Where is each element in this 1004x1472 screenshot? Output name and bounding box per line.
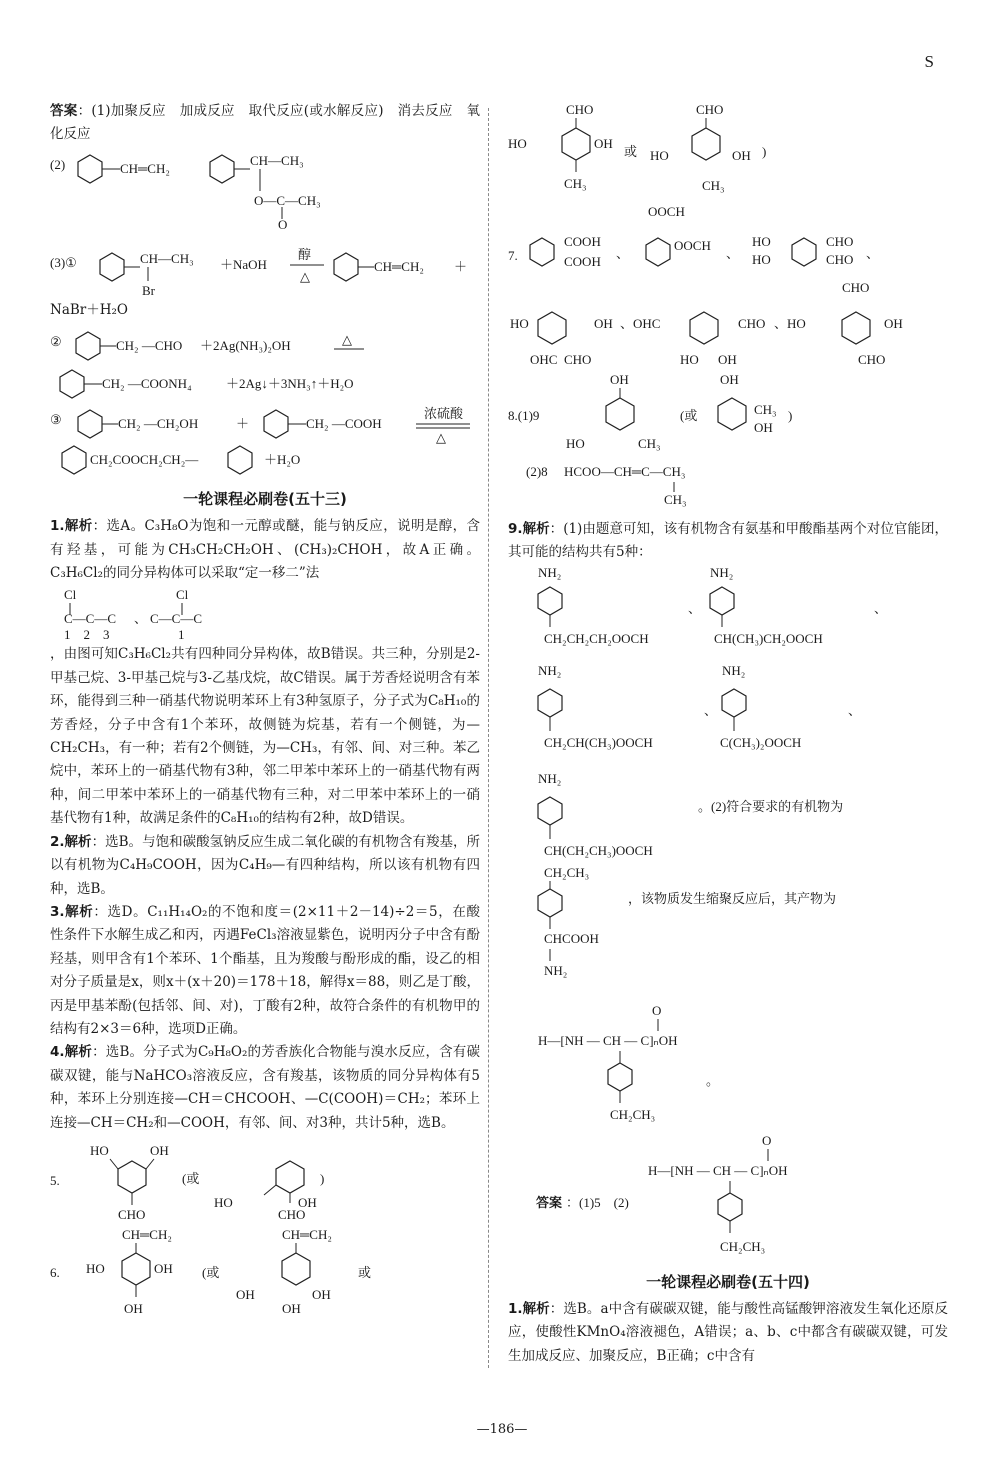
- a2-label: 2.解析: [50, 833, 92, 850]
- svg-text:Cl: Cl: [176, 587, 189, 603]
- svg-text:、: 、: [704, 702, 718, 718]
- or-word-6: 或: [358, 1264, 372, 1280]
- svg-text:1: 1: [178, 627, 185, 643]
- svg-text:△: △: [436, 430, 446, 446]
- a9-period: 。: [706, 1072, 720, 1088]
- svg-text:、: 、: [874, 600, 888, 616]
- svg-text:CH₂CH₂CH₂OOCH: CH₂CH₂CH₂OOCH: [544, 630, 649, 646]
- svg-text:CHO: CHO: [842, 280, 870, 295]
- svg-text:CH(CH₂CH₃)OOCH: CH(CH₂CH₃)OOCH: [544, 842, 653, 858]
- svg-text:CHO: CHO: [826, 252, 854, 267]
- dichloropropane-structures: [50, 585, 480, 643]
- answer-1-analysis-a: [50, 515, 480, 585]
- svg-text:OH: OH: [150, 1142, 169, 1158]
- svg-text:CH₂CH₃: CH₂CH₃: [610, 1106, 656, 1122]
- svg-text:HO: HO: [650, 148, 669, 163]
- answer-6-continuation: [508, 100, 948, 200]
- a8-2-label: (2)8: [526, 464, 548, 479]
- svg-text:CH₃: CH₃: [754, 402, 777, 417]
- svg-text:Br: Br: [142, 282, 155, 298]
- q3b-reagent: ＋2Ag(NH₃)₂OH: [200, 338, 291, 354]
- answer-1-text: ：(1)加聚反应 加成反应 取代反应(或水解反应) 消去反应 氧化反应: [50, 103, 481, 143]
- a5-label: 5.: [50, 1172, 60, 1188]
- q3-reaction-1: [50, 231, 480, 299]
- svg-text:H—[NH — CH — C]ₙOH: H—[NH — CH — C]ₙOH: [648, 1162, 788, 1178]
- svg-text:NH₂: NH₂: [544, 962, 568, 978]
- right-column: [508, 100, 948, 1368]
- svg-text:COOH: COOH: [564, 234, 601, 249]
- answer-5-structures: [50, 1135, 480, 1225]
- svg-text:NH₂: NH₂: [710, 564, 734, 580]
- page-number: —186—: [476, 1422, 528, 1437]
- section-53-title: 一轮课程必刷卷(五十三): [183, 490, 347, 509]
- answer-9-final: [508, 1135, 948, 1265]
- svg-text:CH—CH₃: CH—CH₃: [140, 250, 194, 266]
- answer-4-analysis: [50, 1041, 480, 1135]
- q3-label: (3)①: [50, 254, 77, 270]
- q3-naoh: ＋NaOH: [220, 256, 267, 272]
- svg-text:HO: HO: [508, 136, 527, 151]
- svg-text:、: 、: [726, 246, 740, 261]
- svg-text:CHO: CHO: [738, 316, 766, 331]
- svg-text:CH₂ —CHO: CH₂ —CHO: [116, 338, 183, 354]
- svg-text:OH: OH: [124, 1300, 143, 1316]
- svg-text:CHCOOH: CHCOOH: [544, 930, 599, 946]
- q3b-products: ＋2Ag↓＋3NH₃↑＋H₂O: [226, 376, 354, 392]
- svg-text:＋: ＋: [454, 258, 468, 274]
- svg-text:CH₂ —CH₂OH: CH₂ —CH₂OH: [118, 416, 199, 432]
- or-close-r1: ): [762, 144, 767, 159]
- q3c-cond: 浓硫酸: [424, 406, 464, 422]
- a9-mid2: ，该物质发生缩聚反应后，其产物为: [628, 890, 837, 906]
- ans-label: 答案: [536, 1194, 563, 1210]
- svg-text:OH: OH: [154, 1260, 173, 1276]
- or-close-8: ): [788, 408, 793, 423]
- svg-text:CH₃: CH₃: [664, 492, 687, 507]
- svg-text:OH: OH: [312, 1286, 331, 1302]
- answer-8-2: [508, 460, 948, 510]
- q3-reaction-3: [50, 402, 480, 482]
- svg-text:O: O: [652, 1004, 662, 1018]
- a4-text: ：选B。分子式为C₉H₈O₂的芳香族化合物能与溴水反应，含有碳碳双键，能与NaHCO₃溶液反应，含有羧基，该物质的同分异构体有5种，苯环上分别连接—CH＝CHCOOH、—C(COOH)＝CH₂；苯环上连接—CH＝CH₂和—COOH，有邻、间、对3种，共计5种，选B。: [50, 1044, 480, 1131]
- svg-text:CH₂ —COONH₄: CH₂ —COONH₄: [102, 376, 192, 392]
- svg-text:OH: OH: [610, 372, 629, 387]
- a6-label: 6.: [50, 1264, 60, 1280]
- section-54-title: 一轮课程必刷卷(五十四): [646, 1272, 810, 1291]
- svg-text:C—C—C: C—C—C: [64, 611, 117, 627]
- q2-label: (2): [50, 156, 66, 172]
- svg-text:OHC: OHC: [530, 352, 558, 367]
- b1-label: 1.解析: [508, 1300, 550, 1317]
- svg-text:COOH: COOH: [564, 254, 601, 269]
- corner-mark: S: [924, 52, 934, 71]
- left-column: [50, 100, 480, 1321]
- answer-7-structures: [508, 200, 948, 370]
- svg-text:CHO: CHO: [564, 352, 592, 367]
- answer-8-structures: [508, 370, 948, 460]
- svg-text:NH₂: NH₂: [722, 662, 746, 678]
- svg-text:、HO: 、HO: [774, 316, 806, 331]
- svg-text:△: △: [342, 332, 352, 348]
- svg-text:HO: HO: [86, 1260, 105, 1276]
- ans-text: ：(1)5 (2): [566, 1194, 629, 1210]
- svg-text:CH₃: CH₃: [638, 436, 661, 451]
- svg-text:CH═CH₂: CH═CH₂: [282, 1226, 332, 1242]
- svg-text:、: 、: [866, 246, 880, 261]
- svg-text:CH₂CH₃: CH₂CH₃: [720, 1238, 766, 1254]
- svg-text:1 2 3: 1 2 3: [64, 627, 110, 643]
- q3b-label: ②: [50, 334, 62, 350]
- a7-label: 7.: [508, 248, 518, 263]
- svg-text:CHO: CHO: [118, 1206, 146, 1222]
- svg-text:HO: HO: [752, 234, 771, 249]
- svg-text:＋: ＋: [236, 416, 250, 432]
- a1-text-a: ：选A。C₃H₈O为饱和一元醇或醚，能与钠反应，说明是醇，含有羟基，可能为CH₃CH₂CH₂OH、(CH₃)₂CHOH，故A正确。C₃H₆Cl₂的同分异构体可以采取“定一移二”法: [50, 518, 480, 582]
- svg-text:HO: HO: [752, 252, 771, 267]
- svg-text:、: 、: [848, 702, 862, 718]
- a9-label: 9.解析: [508, 521, 550, 537]
- svg-text:CHO: CHO: [858, 352, 886, 367]
- q3-tail: NaBr＋H₂O: [50, 301, 128, 318]
- answer-9-polymer: [508, 1005, 948, 1135]
- q3-reaction-2: [50, 322, 480, 402]
- svg-text:CH═CH₂: CH═CH₂: [120, 160, 170, 176]
- svg-text:OH: OH: [720, 372, 739, 387]
- svg-text:OH: OH: [754, 420, 773, 435]
- svg-text:HO: HO: [680, 352, 699, 367]
- b1-analysis: [508, 1298, 948, 1368]
- or-open-5: (或: [182, 1170, 200, 1186]
- svg-text:H—[NH — CH — C]ₙOH: H—[NH — CH — C]ₙOH: [538, 1032, 678, 1048]
- svg-text:、: 、: [134, 611, 148, 627]
- svg-text:CHO: CHO: [566, 102, 594, 117]
- svg-text:NH₂: NH₂: [538, 564, 562, 580]
- svg-text:CH₂CH(CH₃)OOCH: CH₂CH(CH₃)OOCH: [544, 734, 653, 750]
- a9-text: ：(1)由题意可知，该有机物含有氨基和甲酸酯基两个对位官能团，其可能的结构共有5种：: [508, 521, 948, 561]
- answer-9-monomer: [508, 865, 948, 1005]
- a9-mid: 。(2)符合要求的有机物为: [698, 798, 844, 814]
- svg-text:CHO: CHO: [696, 102, 724, 117]
- svg-text:CH═CH₂: CH═CH₂: [122, 1226, 172, 1242]
- svg-text:OH: OH: [236, 1286, 255, 1302]
- svg-text:OH: OH: [298, 1194, 317, 1210]
- a4-label: 4.解析: [50, 1044, 93, 1061]
- svg-text:OH: OH: [282, 1300, 301, 1316]
- svg-text:OH: OH: [718, 352, 737, 367]
- svg-text:CHO: CHO: [278, 1206, 306, 1222]
- svg-text:CHO: CHO: [826, 234, 854, 249]
- answer-9-analysis: [508, 518, 948, 565]
- svg-text:HO: HO: [566, 436, 585, 451]
- svg-text:OH: OH: [594, 136, 613, 151]
- svg-text:CH(CH₃)CH₂OOCH: CH(CH₃)CH₂OOCH: [714, 630, 823, 646]
- column-divider: [488, 108, 489, 1368]
- svg-text:CH—CH₃: CH—CH₃: [250, 152, 304, 168]
- or-word-r1: 或: [624, 144, 638, 159]
- svg-text:OH: OH: [594, 316, 613, 331]
- or-open-8: (或: [680, 408, 698, 423]
- svg-text:O—C—CH₃: O—C—CH₃: [254, 192, 321, 208]
- svg-text:CH₃: CH₃: [702, 178, 725, 193]
- q2-structures: [50, 147, 480, 231]
- svg-text:CH₃: CH₃: [564, 176, 587, 191]
- a3-text: ：选D。C₁₁H₁₄O₂的不饱和度＝(2×11＋2－14)÷2＝5，在酸性条件下水解生成乙和丙，丙遇FeCl₃溶液显紫色，说明丙分子中含有酚羟基，则甲含有1个苯环、1个酯基，且为羧酸与酚形成的酯，设乙的相对分子质量是x，则x＋(x＋20)＝178＋18，解得x＝88，则乙是丁酸，丙是甲基苯酚(包括邻、间、对)，丁酸有2种，故符合条件的有机物甲的结构有2×3＝6种，选项D正确。: [50, 903, 480, 1037]
- svg-text:O: O: [278, 216, 288, 231]
- a1-label: 1.解析: [50, 518, 93, 535]
- svg-text:CH═CH₂: CH═CH₂: [374, 258, 424, 274]
- svg-text:HO: HO: [214, 1194, 233, 1210]
- svg-text:CH₂COOCH₂CH₂—: CH₂COOCH₂CH₂—: [90, 452, 199, 468]
- q3-cond-top: 醇: [298, 246, 312, 262]
- answer-6-structures: [50, 1225, 480, 1321]
- a2-text: ：选B。与饱和碳酸氢钠反应生成二氧化碳的有机物含有羧基，所以有机物为C₄H₉COOH，因为C₄H₉—有四种结构，所以该有机物有四种，选B。: [50, 833, 480, 897]
- q3c-tail: ＋H₂O: [264, 452, 301, 468]
- svg-text:OH: OH: [884, 316, 903, 331]
- svg-text:O: O: [762, 1134, 772, 1148]
- b1-text: ：选B。a中含有碳碳双键，能与酸性高锰酸钾溶液发生氧化还原反应，使酸性KMnO₄溶液褪色，A错误；a、b、c中都含有碳碳双键，可发生加成反应、加聚反应，B正确；c中含有: [508, 1300, 948, 1364]
- svg-text:、OHC: 、OHC: [620, 316, 661, 331]
- or-open-6: (或: [202, 1264, 220, 1280]
- a8-label: 8.(1)9: [508, 408, 540, 423]
- svg-text:CH₂CH₃: CH₂CH₃: [544, 864, 590, 880]
- svg-text:HO: HO: [510, 316, 529, 331]
- svg-text:Cl: Cl: [64, 587, 77, 603]
- answer-label: 答案: [50, 103, 78, 119]
- svg-text:、: 、: [616, 246, 630, 261]
- svg-text:HCOO—CH═C—CH₃: HCOO—CH═C—CH₃: [564, 464, 686, 479]
- svg-text:OOCH: OOCH: [648, 204, 685, 219]
- answer-2-analysis: [50, 831, 480, 901]
- svg-text:、: 、: [688, 600, 702, 616]
- q3-cond-bot: △: [300, 268, 310, 284]
- answer-3-analysis: [50, 901, 480, 1041]
- svg-text:OOCH: OOCH: [674, 238, 711, 253]
- svg-text:C—C—C: C—C—C: [150, 611, 203, 627]
- answer-1: [50, 100, 480, 147]
- svg-text:OH: OH: [732, 148, 751, 163]
- a3-label: 3.解析: [50, 903, 94, 920]
- svg-text:NH₂: NH₂: [538, 662, 562, 678]
- q3c-label: ③: [50, 412, 62, 428]
- answer-1-analysis-b: ，由图可知C₃H₆Cl₂共有四种同分异构体，故B错误。共三种，分别是2-甲基己烷、3-甲基己烷与3-乙基戊烷，故C错误。属于芳香烃说明含有苯环，能得到三种一硝基代物说明苯环上有3种氢原子，分子式为C₈H₁₀的芳香烃，分子中含有1个苯环，故侧链为烷基，若有一个侧链，为—CH₂CH₃，有一种；若有2个侧链，为—CH₃，有邻、间、对三种。苯乙烷中，苯环上的一硝基代物有3种，邻二甲苯中苯环上的一硝基代物有两种，间二甲苯中苯环上的一硝基代物有三种，对二甲苯中苯环上的一硝基代物有1种，故满足条件的C₈H₁₀的结构有2种，故D错误。: [50, 646, 480, 827]
- svg-text:CH₂ —COOH: CH₂ —COOH: [306, 416, 382, 432]
- answer-9-structures: [508, 565, 948, 865]
- or-close-5: ): [320, 1170, 325, 1186]
- svg-text:HO: HO: [90, 1142, 109, 1158]
- svg-text:C(CH₃)₂OOCH: C(CH₃)₂OOCH: [720, 734, 802, 750]
- svg-text:NH₂: NH₂: [538, 770, 562, 786]
